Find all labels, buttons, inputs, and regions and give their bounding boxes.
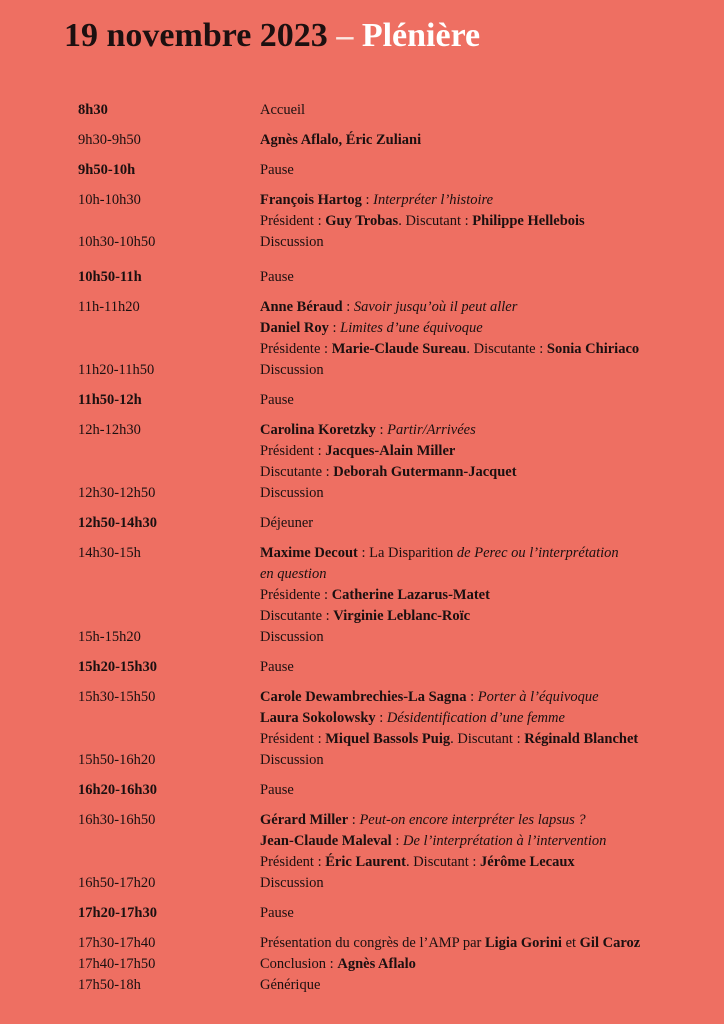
talk-line xyxy=(260,687,718,708)
schedule-row xyxy=(78,780,718,801)
slot-content xyxy=(260,160,718,181)
schedule-row xyxy=(78,160,718,181)
slot-text: Pause xyxy=(260,782,294,798)
conclusion-line xyxy=(260,954,718,975)
chair-line xyxy=(260,211,718,232)
schedule-row xyxy=(78,100,718,121)
schedule-row xyxy=(78,297,718,360)
schedule-row xyxy=(78,190,718,232)
speaker-name: Jean-Claude Maleval xyxy=(260,833,392,849)
chair-name: Catherine Lazarus-Matet xyxy=(331,587,490,603)
title-session: Plénière xyxy=(361,17,481,54)
separator: : xyxy=(342,299,354,315)
schedule-row xyxy=(78,873,718,894)
slot-content xyxy=(260,810,718,873)
slot-content xyxy=(260,873,718,894)
slot-text: Pause xyxy=(260,659,294,675)
slot-content xyxy=(260,687,718,750)
discussant-name: Sonia Chiriaco xyxy=(546,341,640,357)
slot-text: Pause xyxy=(260,162,294,178)
role-label: Discutante : xyxy=(260,464,334,480)
chair-line xyxy=(260,852,718,873)
talk-title: De l’interprétation à l’intervention xyxy=(402,833,607,849)
slot-text: Discussion xyxy=(260,875,324,891)
slot-content xyxy=(260,954,718,975)
slot-time: 16h30-16h50 xyxy=(78,812,156,828)
slot-content xyxy=(260,750,718,771)
separator: : xyxy=(328,320,341,336)
schedule-row xyxy=(78,267,718,288)
talk-line xyxy=(260,297,718,318)
role-label: . Discutant : xyxy=(450,731,525,747)
role-label: Président : xyxy=(260,213,326,229)
slot-time: 9h50-10h xyxy=(78,162,136,178)
speaker-name: Anne Béraud xyxy=(260,299,343,315)
slot-content xyxy=(260,267,718,288)
role-label: Présidente : xyxy=(260,587,332,603)
title-date: 19 novembre 2023 xyxy=(64,17,328,54)
page-title xyxy=(64,16,480,56)
chair-name: Jacques-Alain Miller xyxy=(325,443,456,459)
slot-content xyxy=(260,130,718,151)
schedule-row xyxy=(78,483,718,504)
speaker-name: Gil Caroz xyxy=(579,935,641,951)
slot-text: Discussion xyxy=(260,629,324,645)
schedule-row xyxy=(78,933,718,954)
schedule-row xyxy=(78,975,718,996)
slot-content xyxy=(260,100,718,121)
talk-title-part: : La Disparition xyxy=(357,545,457,561)
slot-content xyxy=(260,420,718,483)
slot-text: Pause xyxy=(260,392,294,408)
slot-content xyxy=(260,780,718,801)
discussant-line xyxy=(260,462,718,483)
talk-title: Peut-on encore interpréter les lapsus ? xyxy=(359,812,586,828)
talk-title: Désidentification d’une femme xyxy=(386,710,565,726)
role-label: . Discutant : xyxy=(405,854,481,870)
discussant-name: Jérôme Lecaux xyxy=(480,854,575,870)
role-label: . Discutant : xyxy=(398,213,473,229)
chair-name: Miquel Bassols Puig xyxy=(325,731,451,747)
slot-text: Discussion xyxy=(260,234,324,250)
discussant-name: Deborah Gutermann-Jacquet xyxy=(333,464,517,480)
schedule-row xyxy=(78,627,718,648)
speaker-name: Laura Sokolowsky xyxy=(260,710,376,726)
slot-time: 17h50-18h xyxy=(78,977,141,993)
slot-content xyxy=(260,903,718,924)
slot-text: Conclusion : xyxy=(260,956,338,972)
schedule-row xyxy=(78,390,718,411)
role-label: . Discutante : xyxy=(466,341,547,357)
slot-time: 15h20-15h30 xyxy=(78,659,157,675)
separator: : xyxy=(466,689,478,705)
speaker-name: François Hartog xyxy=(260,192,362,208)
talk-line xyxy=(260,708,718,729)
talk-title: Savoir jusqu’où il peut aller xyxy=(353,299,518,315)
schedule-row xyxy=(78,360,718,381)
schedule-row xyxy=(78,810,718,873)
separator: : xyxy=(361,192,374,208)
slot-time: 14h30-15h xyxy=(78,545,141,561)
slot-text: Pause xyxy=(260,905,294,921)
role-label: Président : xyxy=(260,443,326,459)
slot-time: 11h20-11h50 xyxy=(78,362,155,378)
slot-time: 10h30-10h50 xyxy=(78,234,156,250)
separator: : xyxy=(391,833,403,849)
speaker-name: Daniel Roy xyxy=(260,320,329,336)
slot-content xyxy=(260,543,718,627)
discussant-name: Virginie Leblanc-Roïc xyxy=(333,608,471,624)
slot-time: 12h30-12h50 xyxy=(78,485,156,501)
slot-time: 17h40-17h50 xyxy=(78,956,156,972)
slot-content xyxy=(260,390,718,411)
schedule-row xyxy=(78,513,718,534)
slot-content xyxy=(260,297,718,360)
talk-line xyxy=(260,810,718,831)
slot-time: 8h30 xyxy=(78,102,108,118)
speaker-name: Ligia Gorini xyxy=(484,935,562,951)
chair-name: Guy Trobas xyxy=(325,213,399,229)
slot-time: 12h-12h30 xyxy=(78,422,141,438)
separator: : xyxy=(375,710,387,726)
separator: : xyxy=(348,812,360,828)
slot-time: 17h30-17h40 xyxy=(78,935,156,951)
discussant-name: Philippe Hellebois xyxy=(472,213,585,229)
schedule-row xyxy=(78,954,718,975)
role-label: Président : xyxy=(260,731,326,747)
chair-name: Éric Laurent xyxy=(325,854,406,870)
slot-text: Accueil xyxy=(260,102,306,118)
slot-text: Présentation du congrès de l’AMP par xyxy=(260,935,485,951)
slot-time: 11h-11h20 xyxy=(78,299,140,315)
slot-content xyxy=(260,232,718,253)
talk-line xyxy=(260,420,718,441)
schedule-row xyxy=(78,130,718,151)
talk-line xyxy=(260,831,718,852)
chair-line xyxy=(260,441,718,462)
discussant-name: Réginald Blanchet xyxy=(524,731,639,747)
talk-title: Partir/Arrivées xyxy=(387,422,476,438)
slot-time: 10h-10h30 xyxy=(78,192,141,208)
separator: et xyxy=(561,935,580,951)
talk-title: Interpréter l’histoire xyxy=(373,192,494,208)
slot-speakers: Agnès Aflalo, Éric Zuliani xyxy=(260,132,422,148)
title-dash: – xyxy=(327,17,362,54)
schedule-row xyxy=(78,903,718,924)
slot-time: 15h30-15h50 xyxy=(78,689,156,705)
slot-time: 9h30-9h50 xyxy=(78,132,141,148)
speaker-name: Agnès Aflalo xyxy=(337,956,416,972)
talk-line xyxy=(260,318,718,339)
schedule-row xyxy=(78,687,718,750)
slot-content xyxy=(260,627,718,648)
chair-line xyxy=(260,585,718,606)
discussant-line xyxy=(260,606,718,627)
slot-content xyxy=(260,190,718,232)
speaker-name: Gérard Miller xyxy=(260,812,349,828)
slot-time: 15h-15h20 xyxy=(78,629,141,645)
slot-time: 17h20-17h30 xyxy=(78,905,157,921)
chair-line xyxy=(260,339,718,360)
slot-content xyxy=(260,657,718,678)
speaker-name: Carole Dewambrechies-La Sagna xyxy=(260,689,467,705)
schedule xyxy=(78,100,718,996)
talk-title: Limites d’une équivoque xyxy=(340,320,483,336)
slot-text: Déjeuner xyxy=(260,515,314,531)
slot-content xyxy=(260,360,718,381)
slot-time: 11h50-12h xyxy=(78,392,142,408)
schedule-row xyxy=(78,657,718,678)
slot-time: 12h50-14h30 xyxy=(78,515,157,531)
slot-content xyxy=(260,483,718,504)
talk-title: de Perec ou l’interprétation xyxy=(456,545,619,561)
talk-line xyxy=(260,190,718,211)
slot-time: 16h20-16h30 xyxy=(78,782,157,798)
presentation-line xyxy=(260,933,718,954)
role-label: Présidente : xyxy=(260,341,332,357)
slot-content xyxy=(260,975,718,996)
slot-text: Discussion xyxy=(260,752,324,768)
slot-time: 16h50-17h20 xyxy=(78,875,156,891)
slot-time: 15h50-16h20 xyxy=(78,752,156,768)
schedule-row xyxy=(78,750,718,771)
speaker-name: Carolina Koretzky xyxy=(260,422,376,438)
slot-time: 10h50-11h xyxy=(78,269,142,285)
role-label: Discutante : xyxy=(260,608,334,624)
separator: : xyxy=(375,422,388,438)
schedule-row xyxy=(78,543,718,627)
speaker-name: Maxime Decout xyxy=(260,545,358,561)
talk-title-continued: en question xyxy=(260,566,327,582)
talk-line xyxy=(260,543,718,564)
slot-content xyxy=(260,513,718,534)
schedule-row xyxy=(78,420,718,483)
slot-text: Pause xyxy=(260,269,294,285)
slot-text: Discussion xyxy=(260,362,324,378)
talk-title: Porter à l’équivoque xyxy=(477,689,599,705)
chair-name: Marie-Claude Sureau xyxy=(331,341,467,357)
slot-text: Générique xyxy=(260,977,321,993)
chair-line xyxy=(260,729,718,750)
role-label: Président : xyxy=(260,854,326,870)
slot-text: Discussion xyxy=(260,485,324,501)
slot-content xyxy=(260,933,718,954)
schedule-row xyxy=(78,232,718,253)
